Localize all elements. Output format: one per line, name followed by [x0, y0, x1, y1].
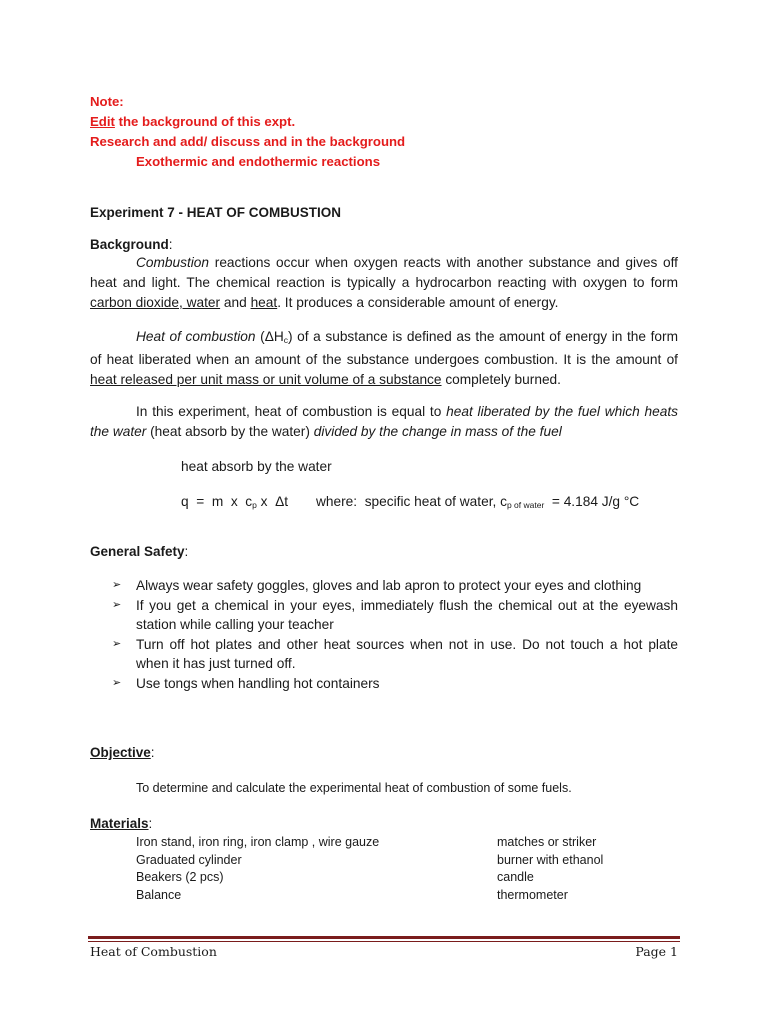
note-label: Note:	[90, 94, 124, 109]
arrow-bullet-icon: ➢	[112, 637, 122, 650]
footer-divider	[88, 936, 680, 942]
list-item: ➢ Turn off hot plates and other heat sources when not in use. Do not touch a hot plate when it has just turned off.	[112, 636, 678, 671]
formula-label: heat absorb by the water	[181, 459, 332, 474]
page-number: Page 1	[635, 944, 678, 959]
safety-heading: General Safety:	[90, 544, 189, 559]
footer-title: Heat of Combustion	[90, 944, 217, 959]
arrow-bullet-icon: ➢	[112, 598, 122, 611]
materials-left-column	[136, 834, 379, 904]
safety-list	[112, 576, 678, 693]
list-item: ➢ If you get a chemical in your eyes, immediately flush the chemical out at the eyewash station while calling your teacher	[112, 597, 678, 632]
list-item: burner with ethanol	[497, 852, 604, 867]
materials-right-column	[497, 834, 603, 904]
experiment-title: Experiment 7 - HEAT OF COMBUSTION	[90, 205, 342, 220]
editor-note	[90, 92, 405, 172]
arrow-bullet-icon: ➢	[112, 579, 122, 591]
background-heading: Background:	[90, 237, 173, 252]
objective-text: To determine and calculate the experimental heat of combustion of some fuels.	[136, 781, 572, 795]
list-item: ➢ Always wear safety goggles, gloves and lab apron to protect your eyes and clothing	[112, 576, 678, 596]
list-item: ➢ Use tongs when handling hot containers	[112, 674, 678, 694]
background-paragraph-3: In this experiment, heat of combustion is equal to heat liberated by the fuel which heats the water (heat absorb by the water) divided by the change in mass of the fuel	[90, 404, 678, 439]
note-edit-word: Edit	[90, 114, 115, 129]
note-line-3: Exothermic and endothermic reactions	[136, 154, 381, 169]
background-paragraph-2: Heat of combustion $(\Delta H_c)$ of a substance is defined as the amount of energy in the form of heat liberated when an amount of the substance undergoes combustion. It is the amount of heat released per unit mass or unit volume of a substance completely burned.	[90, 329, 678, 387]
background-paragraph-1: Combustion reactions occur when oxygen reacts with another substance and gives off heat and light. The chemical reaction is typically a hydrocarbon reacting with oxygen to form carbon dioxide, water and heat. It produces a considerable amount of energy.	[90, 255, 678, 310]
list-item: Beakers (2 pcs)	[136, 870, 224, 884]
list-item: candle	[497, 870, 534, 884]
objective-heading: Objective:	[90, 745, 155, 760]
list-item: Balance	[136, 887, 182, 902]
arrow-bullet-icon: ➢	[112, 676, 122, 689]
note-line-1: Edit the background of this expt.	[90, 114, 296, 129]
heat-formula: q = m x $c_p$ x Δt	[181, 494, 289, 510]
list-item: thermometer	[497, 887, 568, 902]
list-item: matches or striker	[497, 835, 597, 849]
list-item: Iron stand, iron ring, iron clamp , wire gauze	[136, 835, 380, 849]
list-item: Graduated cylinder	[136, 852, 242, 867]
note-line-2: Research and add/ discuss and in the background	[90, 134, 406, 149]
specific-heat-note: where: specific heat of water, $c_{p of water} = 4.184$ J/g °C	[316, 494, 640, 510]
materials-heading: Materials:	[90, 816, 153, 831]
